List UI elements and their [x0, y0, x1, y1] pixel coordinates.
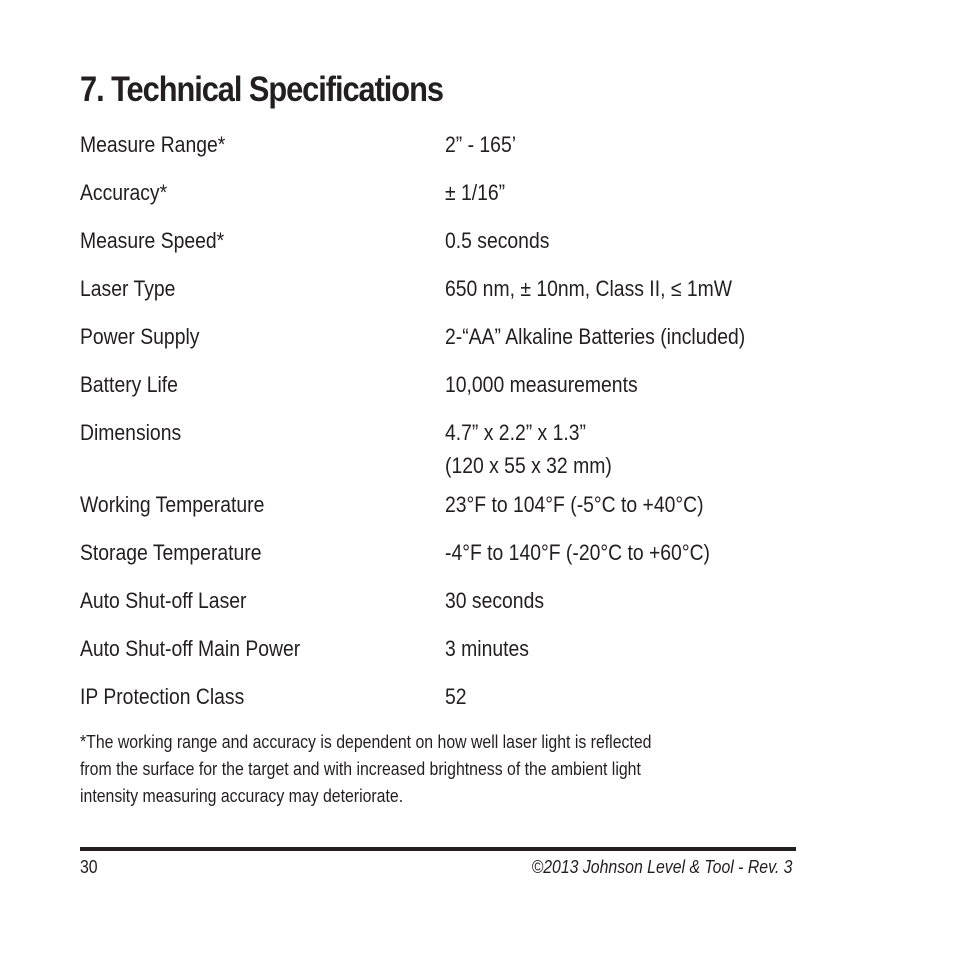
- spec-row-power-supply: [80, 320, 796, 368]
- spec-value: [445, 416, 612, 482]
- spec-label: Measure Range*: [80, 132, 226, 157]
- spec-value: -4°F to 140°F (-20°C to +60°C): [445, 540, 711, 565]
- spec-value-line-1: 4.7” x 2.2” x 1.3”: [445, 420, 586, 445]
- section-title: 7. Technical Specifications: [80, 70, 443, 109]
- spec-label: Storage Temperature: [80, 540, 262, 565]
- spec-row-ip-protection-class: [80, 680, 796, 728]
- spec-label: Auto Shut-off Main Power: [80, 636, 301, 661]
- spec-row-laser-type: [80, 272, 796, 320]
- spec-row-measure-speed: [80, 224, 796, 272]
- spec-value: 10,000 measurements: [445, 372, 638, 397]
- spec-value: 3 minutes: [445, 636, 529, 661]
- spec-row-working-temperature: [80, 488, 796, 536]
- spec-row-accuracy: [80, 176, 796, 224]
- page-number: 30: [80, 857, 98, 877]
- footnote-line: intensity measuring accuracy may deteriorate.: [80, 786, 404, 806]
- spec-value-line-2: (120 x 55 x 32 mm): [445, 453, 612, 478]
- spec-label: Power Supply: [80, 324, 200, 349]
- spec-value: 23°F to 104°F (-5°C to +40°C): [445, 492, 704, 517]
- copyright-notice: ©2013 Johnson Level & Tool - Rev. 3: [531, 857, 792, 877]
- footnote-line: from the surface for the target and with increased brightness of the ambient light: [80, 759, 641, 779]
- footer-divider: [80, 847, 796, 851]
- spec-value: 650 nm, ± 10nm, Class II, ≤ 1mW: [445, 276, 733, 301]
- spec-label: Auto Shut-off Laser: [80, 588, 247, 613]
- spec-value: 2” - 165’: [445, 132, 517, 157]
- spec-value: ± 1/16”: [445, 180, 506, 205]
- spec-label: Accuracy*: [80, 180, 168, 205]
- spec-label: Working Temperature: [80, 492, 265, 517]
- spec-value: 30 seconds: [445, 588, 545, 613]
- spec-row-measure-range: [80, 128, 796, 176]
- spec-row-storage-temperature: [80, 536, 796, 584]
- spec-label: Laser Type: [80, 276, 176, 301]
- spec-row-auto-shutoff-laser: [80, 584, 796, 632]
- spec-value: 2-“AA” Alkaline Batteries (included): [445, 324, 746, 349]
- spec-value: 0.5 seconds: [445, 228, 550, 253]
- specifications-table: [80, 128, 796, 728]
- manual-page: [80, 0, 796, 954]
- footnote-line: *The working range and accuracy is dependent on how well laser light is reflected: [80, 732, 652, 752]
- spec-label: Dimensions: [80, 420, 182, 445]
- spec-row-auto-shutoff-main-power: [80, 632, 796, 680]
- spec-row-dimensions: [80, 416, 796, 488]
- spec-label: IP Protection Class: [80, 684, 245, 709]
- spec-value: 52: [445, 684, 467, 709]
- spec-row-battery-life: [80, 368, 796, 416]
- spec-label: Measure Speed*: [80, 228, 225, 253]
- footnote: [80, 729, 784, 810]
- spec-label: Battery Life: [80, 372, 178, 397]
